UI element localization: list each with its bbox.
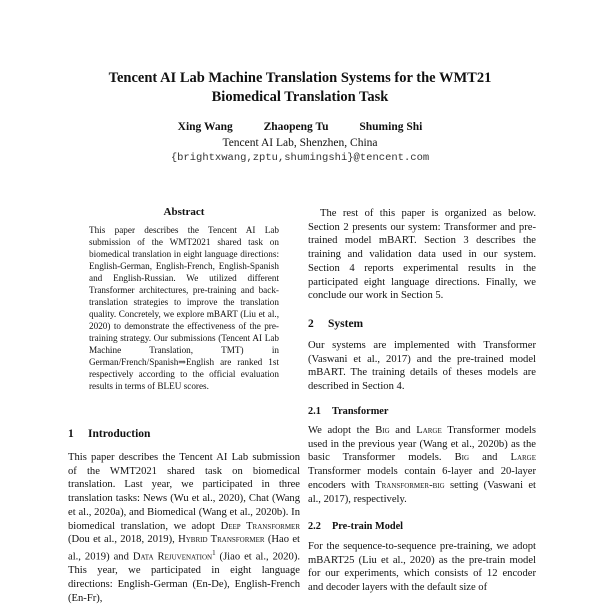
big-term: Big [375,425,390,436]
subsection-number: 2.1 [308,406,321,417]
footnote-marker: 1 [212,548,216,557]
transformer-text-e: Transformer models contain 6-layer and 20-layer encoders with [308,466,536,491]
subsection-heading-pretrain [308,521,403,532]
paper-organization-paragraph: The rest of this paper is organized as below. Section 2 presents our system: Transformer and pre-trained model mBART. Section 3 describes the training and validation data used in our system. Section 4 reports experimental results in the participated eight language directions. Finally, we conclude our work in Section 5. [308,208,536,302]
hybrid-transformer-term: Hybrid Transformer [178,534,265,546]
abstract-body: This paper describes the Tencent AI Lab submission of the WMT2021 shared task on biomedical translation in eight language directions: English-German, English-French, English-Spanish and English-Russian. We utilized different Transformer architectures, pre-training and back-translation strategies to improve the translation quality. Concretely, we explore mBART (Liu et al., 2020) to demonstrate the effectiveness of the pre-training strategy. Our submissions (Tencent AI Lab Machine Translation, TMT) in German/French/Spanish⇒English are ranked 1st respectively according to the official evaluation results in terms of BLEU scores. [89,225,279,391]
deep-transformer-term: Deep Transformer [220,520,300,532]
affiliation: Tencent AI Lab, Shenzhen, China [222,137,378,149]
intro-text-c: (Hao et al., 2019) and [68,534,300,563]
transformer-text-b: and [389,425,417,436]
section-heading-introduction [68,428,150,440]
section-number: 1 [68,428,74,440]
abstract-heading: Abstract [163,206,205,218]
section-title: System [328,318,364,330]
section-heading-system [308,318,363,330]
section-number: 2 [308,318,314,330]
large-term: Large [416,425,442,436]
big-term: Big [454,452,470,464]
author-name: Shuming Shi [359,121,423,133]
intro-text-d: (Jiao et al., 2020). This year, we participated in eight language directions: English-German (En-De), English-French (En-Fr), [68,551,300,604]
transformer-text-c: Transformer models used in the previous year (Wang et al., 2020b) as the basic Transformer models. [308,425,537,464]
introduction-paragraph [68,451,300,605]
transformer-text-a: We adopt the [308,425,376,436]
intro-text-a: This paper describes the Tencent AI Lab submission of the WMT2021 shared task on biomedical translation. Last year, we participated in three translation tasks: News (Wu et al., 2020), Chat (Wang et al., 2020a), and Biomedical (Wang et al., 2020b). In biomedical translation, we adopt [68,452,300,532]
author-email: {brightxwang,zptu,shumingshi}@tencent.com [170,152,430,164]
subsection-title: Pre-train Model [332,521,404,532]
author-name: Zhaopeng Tu [263,121,329,133]
subsection-title: Transformer [332,406,389,417]
intro-text-b: (Dou et al., 2018, 2019), [68,534,179,546]
title-line-1: Tencent AI Lab Machine Translation Systems for the WMT21 [108,70,492,86]
subsection-heading-transformer [308,406,388,417]
author-name: Xing Wang [177,121,233,133]
title-line-2: Biomedical Translation Task [211,89,389,105]
author-list [70,121,530,133]
large-term: Large [510,452,537,464]
paper-title [70,69,530,107]
data-rejuvenation-term: Data Rejuvenation [132,551,213,563]
transformer-paragraph [308,424,536,506]
pretrain-paragraph: For the sequence-to-sequence pre-training, we adopt mBART25 (Liu et al., 2020) as the pre-train model for our experiments, which consists of 12 encoder and decoder layers with the default size of [308,541,536,594]
transformer-big-term: Transformer-big [375,479,445,491]
transformer-text-f: setting (Vaswani et al., 2017), respectively. [308,479,536,505]
transformer-text-d: and [469,452,511,464]
subsection-number: 2.2 [308,521,321,532]
section-title: Introduction [88,428,151,440]
system-paragraph: Our systems are implemented with Transformer (Vaswani et al., 2017) and the pre-trained model mBART. The training details of theses models are described in Section 4. [308,340,536,393]
